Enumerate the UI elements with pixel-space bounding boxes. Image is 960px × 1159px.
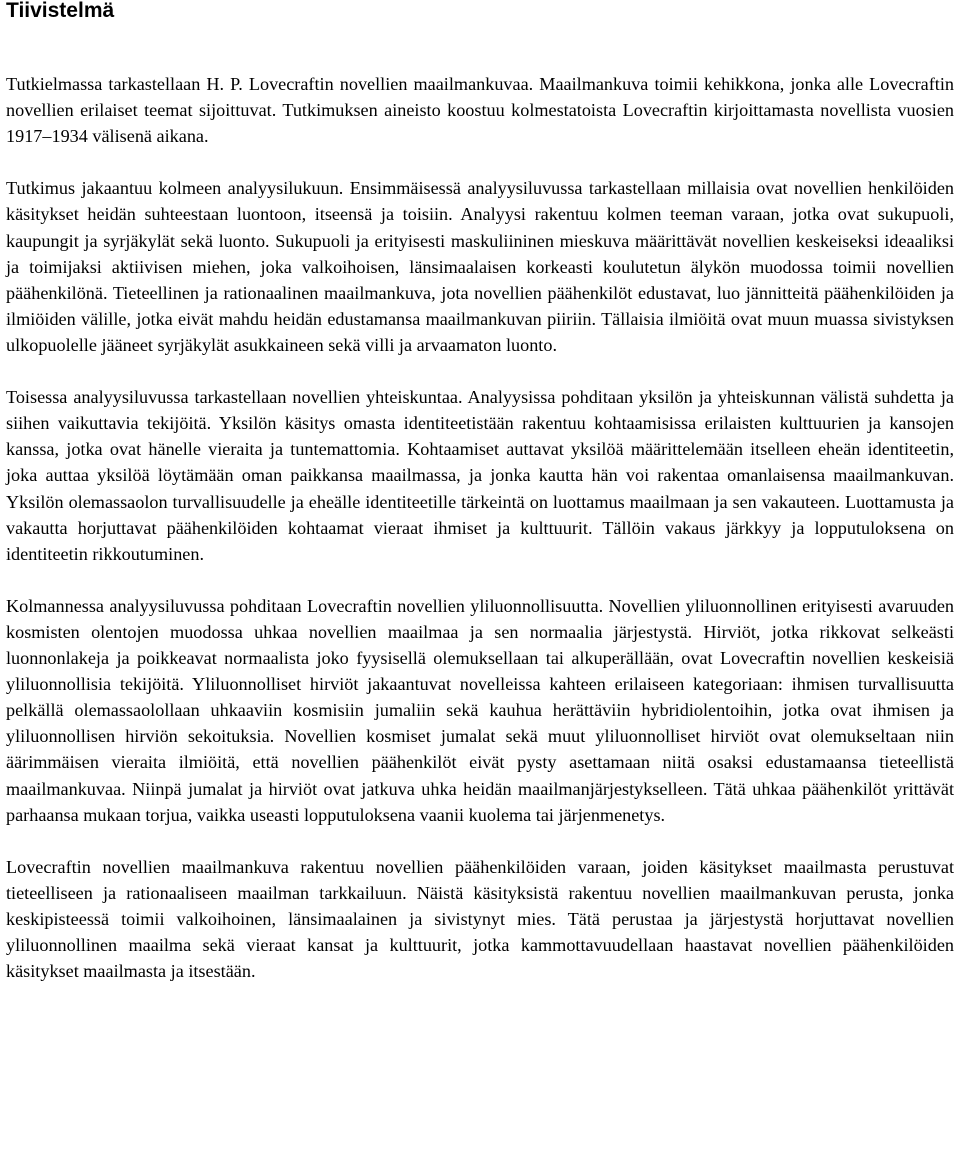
abstract-body bbox=[6, 71, 954, 1010]
page-title: Tiivistelmä bbox=[6, 0, 115, 22]
paragraph-first-analysis: Tutkimus jakaantuu kolmeen analyysilukuun. Ensimmäisessä analyysiluvussa tarkastellaan millaisia ovat novellien henkilöiden käsitykset heidän suhteestaan luontoon, itseensä ja toisiin. Analyysi rakentuu kolmen teeman varaan, jotka ovat sukupuoli, kaupungit ja syrjäkylät sekä luonto. Sukupuoli ja erityisesti maskuliininen mieskuva määrittävät novellien keskeiseksi ideaaliksi ja toimijaksi aktiivisen miehen, joka valkoihoisen, länsimaalaisen korkeasti koulutetun älykön muodossa toimii novellien päähenkilönä. Tieteellinen ja rationaalinen maailmankuva, jota novellien päähenkilöt edustavat, luo jännitteitä päähenkilöiden ja ilmiöiden välille, jotka eivät mahdu heidän edustamansa maailmankuvan piiriin. Tällaisia ilmiöitä ovat muun muassa sivistyksen ulkopuolelle jääneet syrjäkylät asukkaineen sekä villi ja arvaamaton luonto. bbox=[6, 178, 954, 355]
paragraph-third-analysis: Kolmannessa analyysiluvussa pohditaan Lovecraftin novellien yliluonnollisuutta. Novellien yliluonnollinen erityisesti avaruuden kosmisten olentojen muodossa uhkaa novellien maailmaa ja sen normaalia järjestystä. Hirviöt, jotka rikkovat selkeästi luonnonlakeja ja poikkeavat normaalista joko fyysisellä olemuksellaan tai alkuperällään, ovat Lovecraftin novellien keskeisiä yliluonnollisia tekijöitä. Yliluonnolliset hirviöt jakaantuvat novelleissa kahteen erilaiseen kategoriaan: ihmisen turvallisuutta pelkällä olemassaolollaan uhkaaviin kosmisiin jumaliin sekä kauhua herättäviin hybridiolentoihin, jotka ovat ihmisen ja yliluonnollisen hirviön sekoituksia. Novellien kosmiset jumalat sekä muut yliluonnolliset hirviöt ovat olemukseltaan niin äärimmäisen vieraita ilmiöitä, että novellien päähenkilöt eivät pysty asettamaan niitä osaksi edustamaansa tieteellistä maailmankuvaa. Niinpä jumalat ja hirviöt ovat jatkuva uhka heidän maailmanjärjestykselleen. Tätä uhkaa päähenkilöt yrittävät parhaansa mukaan torjua, vaikka useasti lopputuloksena vaanii kuolema tai järjenmenetys. bbox=[6, 595, 954, 825]
paragraph-conclusion: Lovecraftin novellien maailmankuva rakentuu novellien päähenkilöiden varaan, joiden käsitykset maailmasta perustuvat tieteelliseen ja rationaaliseen maailman tarkkailuun. Näistä käsityksistä rakentuu novellien maailmankuvan perusta, jonka keskipisteessä toimii valkoihoinen, länsimaalainen ja sivistynyt mies. Tätä perustaa ja järjestystä horjuttavat novellien yliluonnollinen maailma sekä vieraat kansat ja kulttuurit, jotka kammottavuudellaan haastavat novellien päähenkilöiden käsitykset maailmasta ja itsestään. bbox=[6, 856, 954, 982]
paragraph-intro: Tutkielmassa tarkastellaan H. P. Lovecraftin novellien maailmankuvaa. Maailmankuva toimii kehikkona, jonka alle Lovecraftin novellien erilaiset teemat sijoittuvat. Tutkimuksen aineisto koostuu kolmestatoista Lovecraftin kirjoittamasta novellista vuosien 1917–1934 välisenä aikana. bbox=[6, 74, 954, 147]
paragraph-second-analysis: Toisessa analyysiluvussa tarkastellaan novellien yhteiskuntaa. Analyysissa pohditaan yksilön ja yhteiskunnan välistä suhdetta ja siihen vaikuttavia tekijöitä. Yksilön käsitys omasta identiteetistään rakentuu kohtaamisissa erilaisten kulttuurien ja kansojen kanssa, jotka ovat hänelle vieraita ja tuntemattomia. Kohtaamiset auttavat yksilöä määrittelemään itselleen eheän identiteetin, joka auttaa yksilöä löytämään oman paikkansa maailmassa, ja jonka kautta hän voi rakentaa omanlaisensa maailmankuvan. Yksilön olemassaolon turvallisuudelle ja eheälle identiteetille tärkeintä on luottamus maailmaan ja sen vakauteen. Luottamusta ja vakautta horjuttavat päähenkilöiden kohtaamat vieraat ihmiset ja kulttuurit. Tällöin vakaus järkkyy ja lopputuloksena on identiteetin rikkoutuminen. bbox=[6, 387, 954, 564]
